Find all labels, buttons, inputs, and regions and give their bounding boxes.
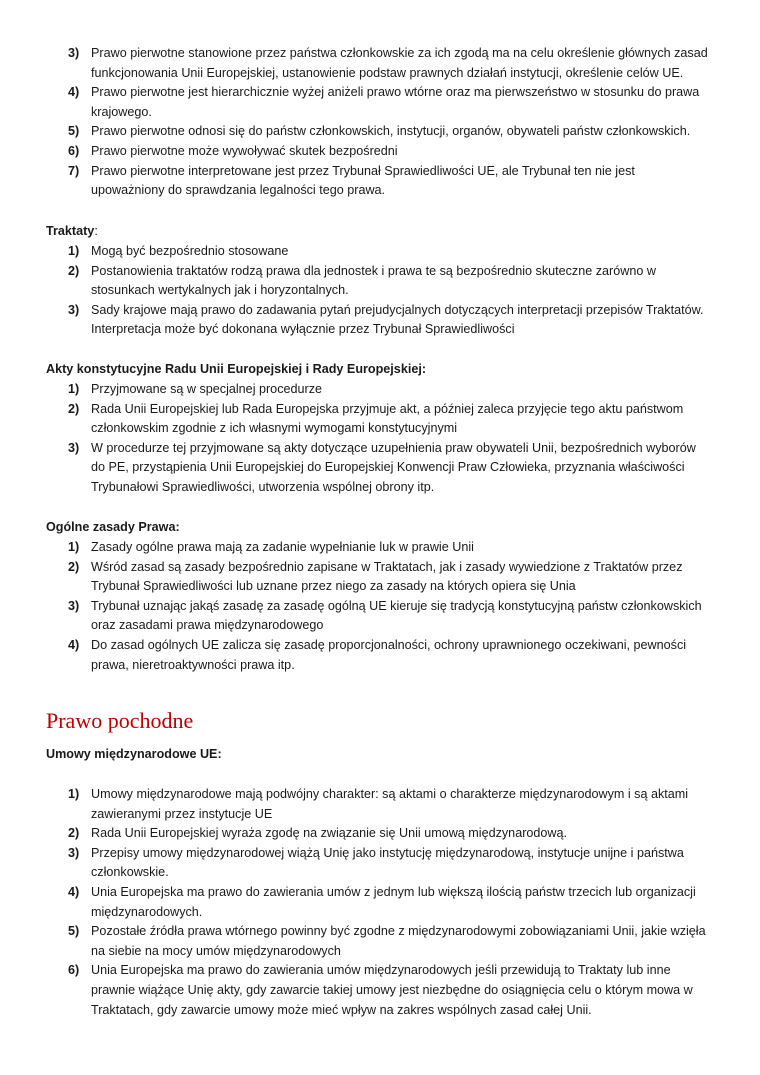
list-number: 2) xyxy=(68,263,80,278)
list-number: 7) xyxy=(68,163,80,178)
list-text: Przyjmowane są w specjalnej procedurze xyxy=(91,382,322,396)
section-heading-traktaty: Traktaty: xyxy=(46,224,98,238)
list-number: 4) xyxy=(68,637,80,652)
list-number: 2) xyxy=(68,826,80,841)
list-number: 2) xyxy=(68,559,80,574)
list-text: Rada Unii Europejskiej wyraża zgodę na związanie się Unii umową międzynarodową. xyxy=(91,826,567,841)
list-item xyxy=(0,558,760,597)
list-number: 1) xyxy=(68,787,80,801)
list-number: 3) xyxy=(68,440,80,455)
umowy-list xyxy=(0,785,760,1020)
list-item xyxy=(0,844,760,883)
list-item xyxy=(0,636,760,675)
list-item xyxy=(0,824,760,844)
list-text: Unia Europejska ma prawo do zawierania umów międzynarodowych jeśli przewidują to Traktaty lub inne prawnie wiążące Unię akty, gdy zawarcie takiej umowy jest niezbędne do osiągnięcia celu o którym mowa w Traktatach, gdy zawarcie umowy może mieć wpływ na zakres wspólnych zasad całej Unii. xyxy=(91,963,693,1017)
list-item xyxy=(0,142,760,162)
list-number: 3) xyxy=(68,302,80,317)
list-item xyxy=(0,785,760,824)
list-number: 2) xyxy=(68,401,80,416)
list-item xyxy=(0,922,760,961)
list-text: Prawo pierwotne jest hierarchicznie wyżej aniżeli prawo wtórne oraz ma pierwszeństwo w stosunku do prawa krajowego. xyxy=(91,85,700,119)
list-number: 3) xyxy=(68,598,80,613)
list-text: Mogą być bezpośrednio stosowane xyxy=(91,244,289,258)
list-text: Przepisy umowy międzynarodowej wiążą Unię jako instytucję międzynarodową, instytucje unijne i państwa członkowskie. xyxy=(91,845,684,880)
akty-list xyxy=(0,380,760,498)
list-text: Prawo pierwotne interpretowane jest przez Trybunał Sprawiedliwości UE, ale Trybunał ten nie jest upoważniony do sprawdzania legalności tego prawa. xyxy=(91,163,635,198)
list-number: 5) xyxy=(68,924,80,939)
section-title-prawo-pochodne: Prawo pochodne xyxy=(46,708,194,733)
list-item xyxy=(0,262,760,301)
list-number: 6) xyxy=(68,963,80,978)
list-text: W procedurze tej przyjmowane są akty dotyczące uzupełnienia praw obywateli Unii, bezpośrednich wyborów do PE, przystąpienia Unii Europejskiej do Europejskiej Konwencji Praw Człowieka, przyznania właściwości Trybunałowi Sprawiedliwości, utworzenia wspólnej obrony itp. xyxy=(91,440,696,494)
list-text: Prawo pierwotne może wywoływać skutek bezpośredni xyxy=(91,143,398,158)
list-text: Umowy międzynarodowe mają podwójny charakter: są aktami o charakterze międzynarodowym i są aktami zawieranymi przez instytucje UE xyxy=(91,787,689,821)
list-number: 6) xyxy=(68,143,80,158)
list-text: Postanowienia traktatów rodzą prawa dla jednostek i prawa te są bezpośrednio skuteczne zarówno w stosunkach wertykalnych jak i horyzontalnych. xyxy=(91,263,656,298)
list-number: 1) xyxy=(68,244,80,258)
list-text: Prawo pierwotne stanowione przez państwa członkowskie za ich zgodą ma na celu określenie głównych zasad funkcjonowania Unii Europejskiej, ustanowienie podstaw prawnych działań instytucji, określenie celów UE. xyxy=(91,46,708,80)
list-number: 1) xyxy=(68,382,80,396)
list-text: Zasady ogólne prawa mają za zadanie wypełnianie luk w prawie Unii xyxy=(91,540,474,554)
list-item xyxy=(0,162,760,201)
list-item xyxy=(0,538,760,558)
list-item xyxy=(0,439,760,498)
section-heading-umowy: Umowy międzynarodowe UE: xyxy=(46,747,222,761)
list-number: 3) xyxy=(68,845,80,860)
list-item xyxy=(0,242,760,262)
list-number: 1) xyxy=(68,540,80,554)
section-heading-zasady: Ogólne zasady Prawa: xyxy=(46,520,180,534)
list-item xyxy=(0,44,760,83)
list-number: 4) xyxy=(68,884,80,899)
traktaty-list xyxy=(0,242,760,340)
list-text: Sady krajowe mają prawo do zadawania pytań prejudycjalnych dotyczących interpretacji przepisów Traktatów. Interpretacja może być dokonana wyłącznie przez Trybunał Sprawiedliwości xyxy=(91,302,704,337)
list-text: Unia Europejska ma prawo do zawierania umów z jednym lub większą ilością państw trzecich lub organizacji międzynarodowych. xyxy=(91,884,696,919)
list-text: Pozostałe źródła prawa wtórnego powinny być zgodne z międzynarodowymi zobowiązaniami Unii, jakie wzięła na siebie na mocy umów międzynarodowych xyxy=(91,924,706,958)
list-text: Wśród zasad są zasady bezpośrednio zapisane w Traktatach, jak i zasady wywiedzione z Traktatów przez Trybunał Sprawiedliwości lub uznane przez niego za zasady na których opiera się Unia xyxy=(91,559,683,594)
list-text: Rada Unii Europejskiej lub Rada Europejska przyjmuje akt, a później zaleca przyjęcie tego aktu państwom członkowskim zgodnie z ich własnymi wymogami konstytucyjnymi xyxy=(91,401,684,436)
list-item xyxy=(0,301,760,340)
list-text: Prawo pierwotne odnosi się do państw członkowskich, instytucji, organów, obywateli państw członkowskich. xyxy=(91,124,691,139)
list-number: 4) xyxy=(68,85,80,100)
list-item xyxy=(0,961,760,1020)
section-heading-akty: Akty konstytucyjne Radu Unii Europejskiej i Rady Europejskiej: xyxy=(46,362,427,376)
list-item xyxy=(0,122,760,142)
list-number: 3) xyxy=(68,46,80,60)
list-item xyxy=(0,883,760,922)
list-number: 5) xyxy=(68,124,80,139)
list-text: Trybunał uznając jakąś zasadę za zasadę ogólną UE kieruje się tradycją konstytucyjną państw członkowskich oraz zasadami prawa międzynarodowego xyxy=(91,598,702,633)
list-item xyxy=(0,380,760,400)
list-item xyxy=(0,400,760,439)
list-text: Do zasad ogólnych UE zalicza się zasadę proporcjonalności, ochrony uprawnionego oczekiwani, pewności prawa, nieretroaktywności prawa itp. xyxy=(91,637,687,672)
zasady-list xyxy=(0,538,760,675)
list-item xyxy=(0,597,760,636)
list-item xyxy=(0,83,760,122)
primary-law-list xyxy=(0,44,760,201)
